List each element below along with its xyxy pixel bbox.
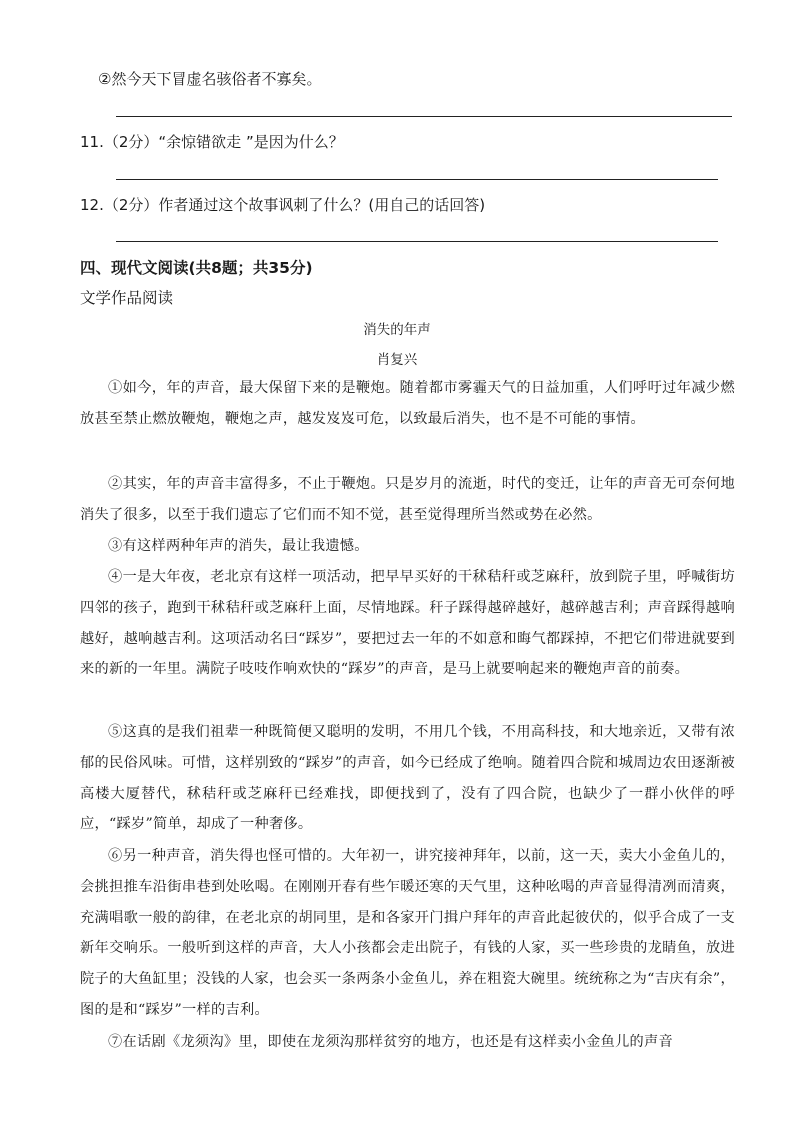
article-paragraph-3: ③有这样两种年声的消失，最让我遗憾。 xyxy=(108,538,369,554)
question-12: 12.（2分）作者通过这个故事讽刺了什么？(用自己的话回答) xyxy=(80,196,486,214)
section-subheading: 文学作品阅读 xyxy=(80,289,174,307)
article-title: 消失的年声 xyxy=(363,322,431,338)
article-paragraph-1: ①如今，年的声音，最大保留下来的是鞭炮。随着都市雾霾天气的日益加重，人们呼吁过年减少燃放甚至禁止燃放鞭炮，鞭炮之声，越发岌岌可危，以致最后消失，也不是不可能的事情。 xyxy=(80,380,735,427)
article-paragraph-6: ⑥另一种声音，消失得也怪可惜的。大年初一，讲究接神拜年，以前，这一天，卖大小金鱼儿的，会挑担推车沿街串巷到处吆喝。在刚刚开春有些乍暖还寒的天气里，这种吆喝的声音显得清冽而清爽，充满唱歌一般的韵律，在老北京的胡同里，是和各家开门揖户拜年的声音此起彼伏的，似乎合成了一支新年交响乐。一般听到这样的声音，大人小孩都会走出院子，有钱的人家，买一些珍贵的龙睛鱼，放进院子的大鱼缸里；没钱的人家，也会买一条两条小金鱼儿，养在粗瓷大碗里。统统称之为“吉庆有余”，图的是和“踩岁”一样的吉利。 xyxy=(80,848,735,1018)
q10-item-2: ②然今天下冒虚名骇俗者不寡矣。 xyxy=(98,70,322,88)
answer-line[interactable] xyxy=(116,241,718,242)
article-paragraph-5: ⑤这真的是我们祖辈一种既简便又聪明的发明，不用几个钱，不用高科技，和大地亲近，又带有浓郁的民俗风味。可惜，这样别致的“踩岁”的声音，如今已经成了绝响。随着四合院和城周边农田逐渐被高楼大厦替代，秫秸秆或芝麻秆已经难找，即便找到了，没有了四合院，也缺少了一群小伙伴的呼应，“踩岁”简单，却成了一种奢侈。 xyxy=(80,724,735,833)
answer-line[interactable] xyxy=(116,179,718,180)
article-paragraph-2: ②其实，年的声音丰富得多，不止于鞭炮。只是岁月的流逝，时代的变迁，让年的声音无可奈何地消失了很多，以至于我们遗忘了它们而不知不觉，甚至觉得理所当然或势在必然。 xyxy=(80,476,735,523)
question-11: 11.（2分）“余惊错欲走 ”是因为什么？ xyxy=(80,133,344,151)
article-author: 肖复兴 xyxy=(376,352,418,368)
article-paragraph-7: ⑦在话剧《龙须沟》里，即使在龙须沟那样贫穷的地方，也还是有这样卖小金鱼儿的声音 xyxy=(108,1034,674,1050)
section-heading: 四、现代文阅读(共8题；共35分) xyxy=(80,259,313,277)
article-paragraph-4: ④一是大年夜，老北京有这样一项活动，把早早买好的干秫秸秆或芝麻秆，放到院子里，呼喊街坊四邻的孩子，跑到干秫秸秆或芝麻秆上面，尽情地踩。秆子踩得越碎越好，越碎越吉利；声音踩得越响越好，越响越吉利。这项活动名曰“踩岁”，要把过去一年的不如意和晦气都踩掉，不把它们带进就要到来的新的一年里。满院子吱吱作响欢快的“踩岁”的声音，是马上就要响起来的鞭炮声音的前奏。 xyxy=(80,569,735,678)
answer-line[interactable] xyxy=(116,116,732,117)
